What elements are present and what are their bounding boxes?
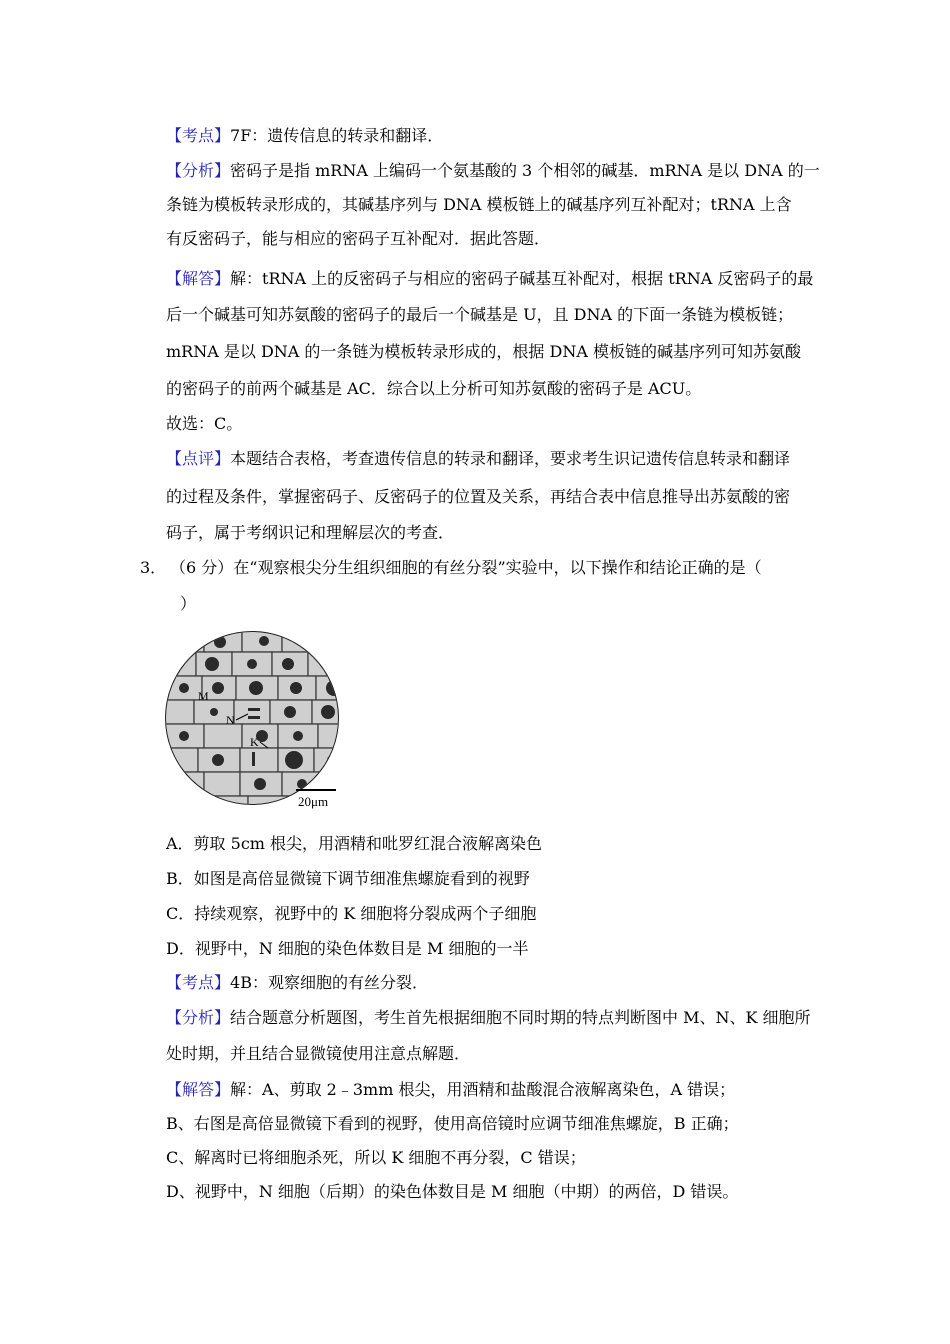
label-n: N	[226, 713, 235, 727]
kaodian-tag: 【考点】	[166, 973, 231, 992]
dianping-tag: 【点评】	[166, 449, 231, 468]
q3-option-a: A．剪取 5cm 根尖，用酒精和吡罗红混合液解离染色	[166, 834, 543, 853]
fenxi-tag: 【分析】	[166, 1008, 231, 1027]
kaodian-tag: 【考点】	[166, 126, 231, 145]
jieda-tag: 【解答】	[166, 1080, 231, 1099]
q2-fenxi-line-2: 条链为模板转录形成的，其碱基序列与 DNA 模板链上的碱基序列互补配对；tRNA 上含	[166, 195, 792, 214]
q2-guxuan: 故选：C。	[166, 414, 243, 433]
q3-jieda-line-1	[166, 1080, 735, 1100]
q3-option-c: C．持续观察，视野中的 K 细胞将分裂成两个子细胞	[166, 904, 537, 923]
q2-dianping-line-1	[166, 449, 790, 469]
dianping-text: 本题结合表格，考查遗传信息的转录和翻译，要求考生识记遗传信息转录和翻译	[230, 449, 791, 468]
q2-jieda-line-1	[166, 269, 813, 289]
jieda-tag: 【解答】	[166, 269, 231, 288]
micrograph-image	[164, 628, 344, 813]
q3-option-b: B．如图是高倍显微镜下调节细准焦螺旋看到的视野	[166, 869, 530, 888]
q2-dianping-line-2: 的过程及条件，掌握密码子、反密码子的位置及关系，再结合表中信息推导出苏氨酸的密	[166, 487, 791, 506]
fenxi-text: 密码子是指 mRNA 上编码一个氨基酸的 3 个相邻的碱基．mRNA 是以 DNA 的一	[230, 161, 820, 180]
q3-jieda-line-4: D、视野中，N 细胞（后期）的染色体数目是 M 细胞（中期）的两倍，D 错误。	[166, 1182, 739, 1201]
micrograph-figure	[164, 628, 344, 813]
q2-jieda-line-2: 后一个碱基可知苏氨酸的密码子的最后一个碱基是 U，且 DNA 的下面一条链为模板链；	[166, 305, 794, 324]
q3-option-d: D．视野中，N 细胞的染色体数目是 M 细胞的一半	[166, 939, 529, 958]
fenxi-text: 结合题意分析题图，考生首先根据细胞不同时期的特点判断图中 M、N、K 细胞所	[230, 1008, 811, 1027]
q3-stem: （6 分）在“观察根尖分生组织细胞的有丝分裂”实验中，以下操作和结论正确的是（	[170, 558, 762, 577]
q2-dianping-line-3: 码子，属于考纲识记和理解层次的考查．	[166, 523, 455, 542]
fenxi-tag: 【分析】	[166, 161, 231, 180]
q3-number: 3．	[140, 558, 167, 577]
q2-jieda-line-3: mRNA 是以 DNA 的一条链为模板转录形成的，根据 DNA 模板链的碱基序列可知苏氨酸	[166, 342, 801, 361]
q3-jieda-line-2: B、右图是高倍显微镜下看到的视野，使用高倍镜时应调节细准焦螺旋，B 正确；	[166, 1114, 739, 1133]
jieda-text: 解：tRNA 上的反密码子与相应的密码子碱基互补配对，根据 tRNA 反密码子的最	[230, 269, 814, 288]
q3-stem-end: ）	[180, 594, 197, 613]
q2-fenxi-line-1	[166, 161, 820, 181]
kaodian-text: 4B：观察细胞的有丝分裂．	[230, 973, 428, 992]
q2-jieda-line-4: 的密码子的前两个碱基是 AC．综合以上分析可知苏氨酸的密码子是 ACU。	[166, 379, 702, 398]
scale-bar-label: 20μm	[298, 794, 329, 809]
q2-fenxi-line-3: 有反密码子，能与相应的密码子互补配对．据此答题．	[166, 229, 551, 248]
label-m: M	[198, 689, 209, 703]
q3-fenxi-line-1	[166, 1008, 811, 1028]
kaodian-text: 7F：遗传信息的转录和翻译．	[230, 126, 444, 145]
q3-fenxi-line-2: 处时期，并且结合显微镜使用注意点解题．	[166, 1044, 471, 1063]
q2-kaodian	[166, 126, 443, 146]
q3-kaodian	[166, 973, 428, 993]
jieda-text: 解：A、剪取 2﹣3mm 根尖，用酒精和盐酸混合液解离染色，A 错误；	[230, 1080, 736, 1099]
label-k: K	[250, 735, 259, 749]
q3-jieda-line-3: C、解离时已将细胞杀死，所以 K 细胞不再分裂，C 错误；	[166, 1148, 586, 1167]
